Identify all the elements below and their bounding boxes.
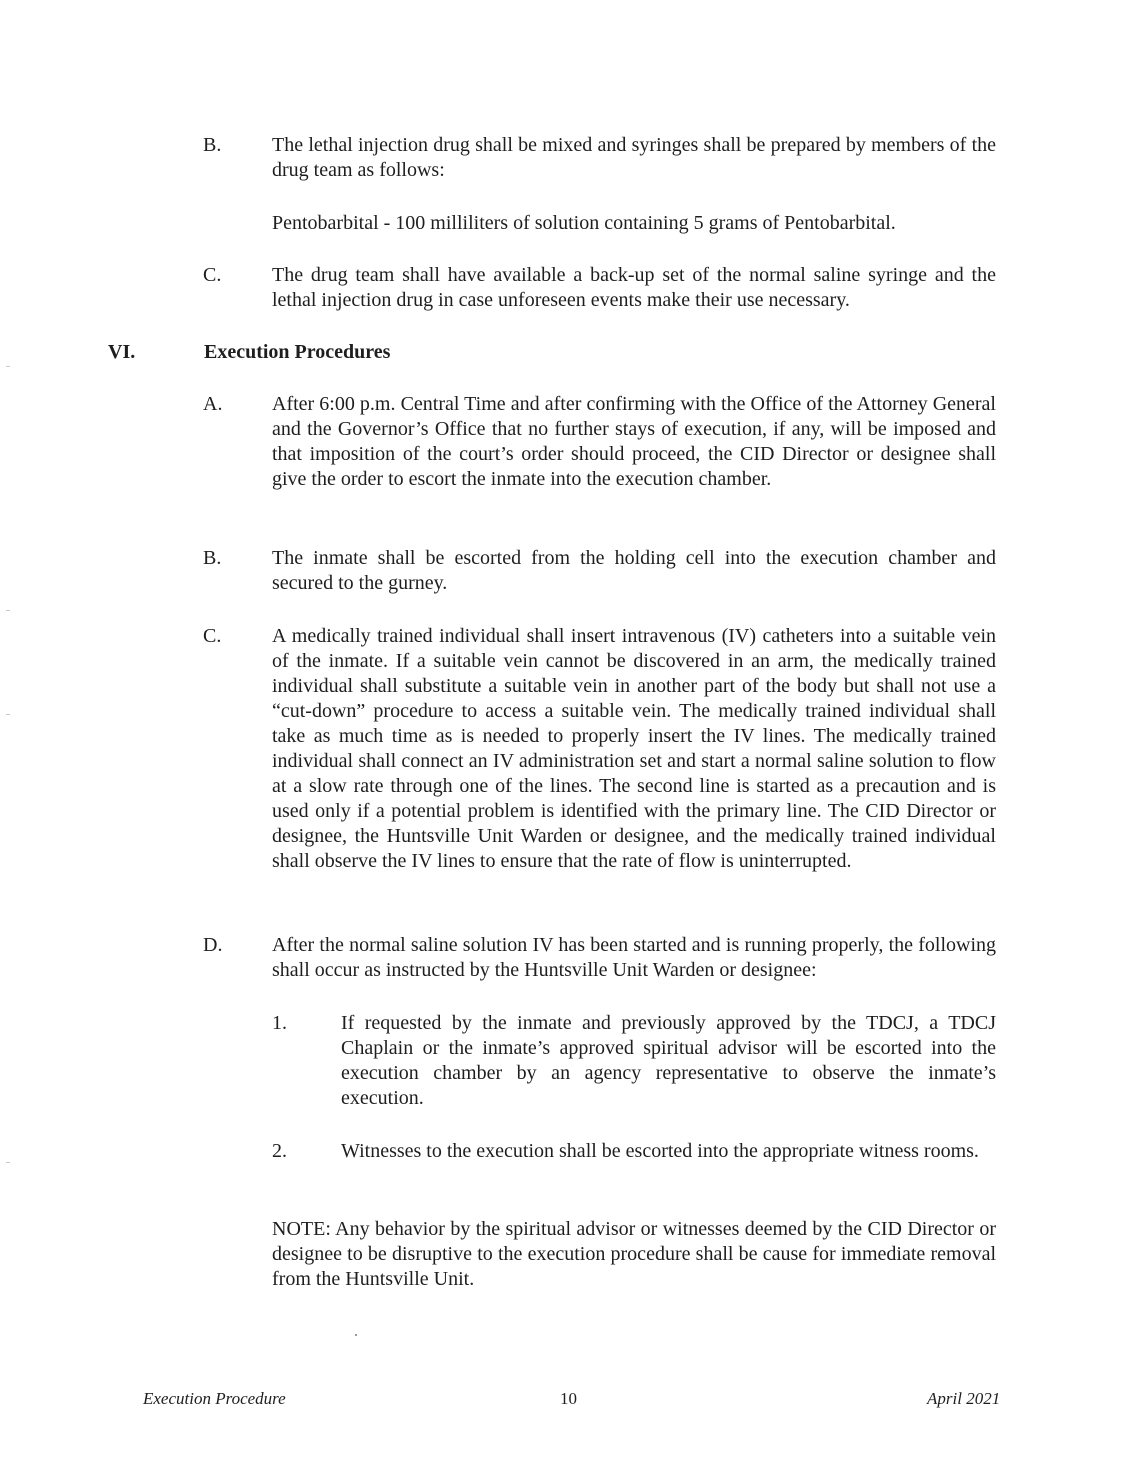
section-number: VI.: [108, 341, 136, 363]
margin-tick: [6, 366, 10, 367]
drug-formula: Pentobarbital - 100 milliliters of solution containing 5 grams of Pentobarbital.: [272, 212, 896, 234]
subitem-text-2: Witnesses to the execution shall be escorted into the appropriate witness rooms.: [341, 1140, 979, 1162]
item-marker-d: D.: [203, 934, 223, 956]
margin-tick: [6, 1162, 10, 1163]
item-marker-b-top: B.: [203, 134, 222, 156]
item-marker-b: B.: [203, 547, 222, 569]
margin-tick: [6, 610, 10, 611]
item-text-b: The inmate shall be escorted from the holding cell into the execution chamber and secured to the gurney.: [272, 547, 996, 594]
subitem-marker-2: 2.: [272, 1140, 287, 1162]
footer-date: April 2021: [927, 1389, 1001, 1408]
footer-page-number: 10: [560, 1389, 577, 1408]
item-marker-c: C.: [203, 625, 222, 647]
item-marker-c-top: C.: [203, 264, 222, 286]
item-marker-a: A.: [203, 393, 223, 415]
note-paragraph: NOTE: Any behavior by the spiritual advisor or witnesses deemed by the CID Director or designee to be disruptive to the execution procedure shall be cause for immediate removal from the Huntsville Unit.: [272, 1218, 996, 1290]
item-text-d: After the normal saline solution IV has been started and is running properly, the following shall occur as instructed by the Huntsville Unit Warden or designee:: [272, 934, 996, 981]
item-text-b-top: The lethal injection drug shall be mixed and syringes shall be prepared by members of the drug team as follows:: [272, 134, 996, 181]
scan-speck: [355, 1334, 357, 1336]
item-text-c-top: The drug team shall have available a back-up set of the normal saline syringe and the lethal injection drug in case unforeseen events make their use necessary.: [272, 264, 996, 311]
item-text-a: After 6:00 p.m. Central Time and after confirming with the Office of the Attorney General and the Governor’s Office that no further stays of execution, if any, will be imposed and that imposition of the court’s order should proceed, the CID Director or designee shall give the order to escort the inmate into the execution chamber.: [272, 393, 996, 490]
item-text-c: A medically trained individual shall insert intravenous (IV) catheters into a suitable vein of the inmate. If a suitable vein cannot be discovered in an arm, the medically trained individual shall substitute a suitable vein in another part of the body but shall not use a “cut-down” procedure to access a suitable vein. The medically trained individual shall take as much time as is needed to properly insert the IV lines. The medically trained individual shall connect an IV administration set and start a normal saline solution to flow at a slow rate through one of the lines. The second line is started as a precaution and is used only if a potential problem is identified with the primary line. The CID Director or designee, the Huntsville Unit Warden or designee, and the medically trained individual shall observe the IV lines to ensure that the rate of flow is uninterrupted.: [272, 625, 996, 872]
section-title: Execution Procedures: [204, 341, 391, 363]
subitem-marker-1: 1.: [272, 1012, 287, 1034]
subitem-text-1: If requested by the inmate and previously approved by the TDCJ, a TDCJ Chaplain or the inmate’s approved spiritual advisor will be escorted into the execution chamber by an agency representative to observe the inmate’s execution.: [341, 1012, 996, 1109]
footer-document-title: Execution Procedure: [143, 1389, 286, 1408]
margin-tick: [6, 714, 10, 715]
